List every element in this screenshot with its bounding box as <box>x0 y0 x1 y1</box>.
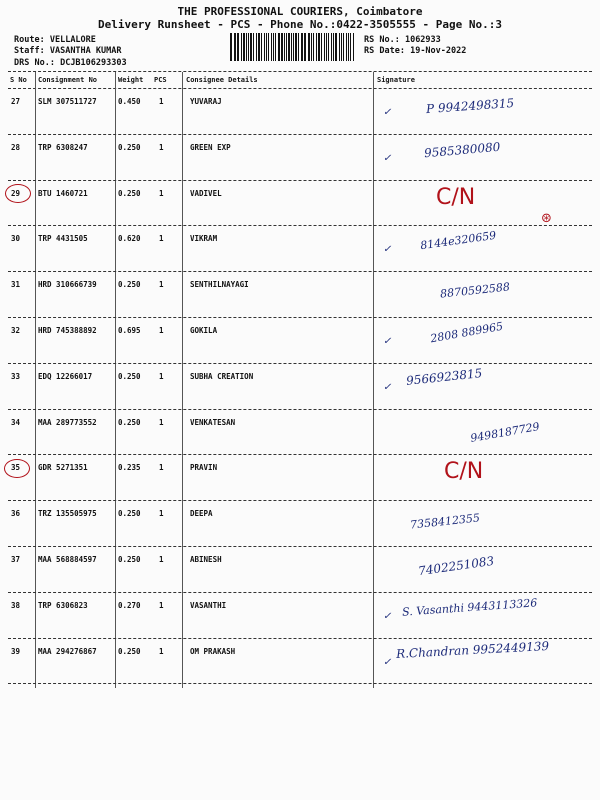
barcode-bar <box>286 33 287 61</box>
route-value: VELLALORE <box>49 35 96 45</box>
row-signature: R.Chandran 9952449139 <box>395 638 550 661</box>
row-consignee: PRAVIN <box>190 463 218 473</box>
row-consignee: DEEPA <box>190 509 213 519</box>
row-consignment-no: BTU 1460721 <box>38 188 88 198</box>
drs-value: DCJB106293303 <box>60 58 127 68</box>
drs-line <box>14 58 127 68</box>
row-sno: 28 <box>11 142 21 152</box>
col-divider <box>35 72 36 688</box>
row-consignee: ABINESH <box>190 555 222 564</box>
barcode-bar <box>333 33 334 61</box>
barcode-bar <box>264 33 265 61</box>
barcode-bar <box>253 33 255 61</box>
row-weight: 0.620 <box>118 234 141 244</box>
row-signature: 9566923815 <box>405 365 483 388</box>
row-weight: 0.250 <box>118 280 141 290</box>
row-sno: 34 <box>11 417 21 427</box>
col-header-weight: Weight <box>118 76 144 84</box>
row-sno: 35 <box>11 463 21 473</box>
row-pcs: 1 <box>159 234 164 244</box>
barcode-bar <box>248 33 249 61</box>
row-consignee: GREEN EXP <box>190 142 231 152</box>
row-weight: 0.250 <box>118 371 141 381</box>
row-sno: 30 <box>11 234 21 244</box>
barcode-bar <box>343 33 345 61</box>
row-separator <box>8 546 592 547</box>
row-separator <box>8 317 592 318</box>
row-signature: 8870592588 <box>439 280 511 301</box>
row-weight: 0.250 <box>118 142 141 152</box>
row-sno: 39 <box>11 646 21 656</box>
barcode-bar <box>241 33 242 61</box>
row-pcs: 1 <box>159 326 164 335</box>
row-separator <box>8 500 592 501</box>
row-signature: S. Vasanthi 9443113326 <box>401 596 538 619</box>
barcode-image <box>230 33 355 61</box>
row-separator <box>8 683 592 684</box>
rs-date-value: 19-Nov-2022 <box>410 46 467 56</box>
header-bottom-rule <box>8 88 592 89</box>
row-pcs: 1 <box>159 417 164 427</box>
rs-no-value: 1062933 <box>404 35 441 45</box>
row-signature: P 9942498315 <box>425 95 515 117</box>
barcode-bar <box>348 33 350 61</box>
row-consignee: YUVARAJ <box>190 97 222 106</box>
row-consignee: VIKRAM <box>190 234 218 244</box>
row-separator <box>8 363 592 364</box>
row-consignment-no: HRD 310666739 <box>38 280 97 290</box>
barcode-bar <box>243 33 245 61</box>
row-consignment-no: HRD 745388892 <box>38 326 97 335</box>
row-pcs: 1 <box>159 600 164 610</box>
staff-label: Staff: <box>14 46 45 56</box>
red-circle-mark <box>5 184 31 203</box>
row-consignee: VADIVEL <box>190 188 222 198</box>
barcode-bar <box>311 33 313 61</box>
row-pcs: 1 <box>159 188 164 198</box>
barcode-bar <box>341 33 342 61</box>
row-separator <box>8 454 592 455</box>
barcode-bar <box>321 33 322 61</box>
rs-date-line <box>364 46 466 56</box>
row-tick-mark: ✓ <box>383 244 392 256</box>
barcode-bar <box>308 33 310 61</box>
barcode-bar <box>237 33 239 61</box>
barcode-bar <box>250 33 252 61</box>
row-separator <box>8 592 592 593</box>
staff-value: VASANTHA KUMAR <box>49 46 122 56</box>
row-tick-mark: ✓ <box>383 610 392 622</box>
barcode-bar <box>328 33 329 61</box>
barcode-bar <box>301 33 303 61</box>
col-header-pcs: PCS <box>154 76 167 84</box>
barcode-bar <box>335 33 337 61</box>
row-consignment-no: GDR 5271351 <box>38 463 88 473</box>
row-separator <box>8 409 592 410</box>
barcode-bar <box>326 33 327 61</box>
route-line <box>14 35 96 45</box>
row-separator <box>8 271 592 272</box>
barcode-bar <box>305 33 306 61</box>
row-weight: 0.250 <box>118 646 141 656</box>
red-scribble-mark: ⊛ <box>541 211 552 226</box>
row-consignment-no: MAA 294276867 <box>38 646 97 656</box>
row-cn-mark: C/N <box>444 459 484 485</box>
row-signature: 7358412355 <box>409 511 481 532</box>
barcode-bar <box>318 33 320 61</box>
row-signature: 9498187729 <box>469 419 541 445</box>
barcode-bar <box>261 33 262 61</box>
row-sno: 31 <box>11 280 21 290</box>
row-consignment-no: TRZ 135505975 <box>38 509 97 519</box>
barcode-bar <box>346 33 347 61</box>
row-tick-mark: ✓ <box>383 381 392 393</box>
row-consignment-no: SLM 307511727 <box>38 97 97 106</box>
row-sno: 33 <box>11 371 21 381</box>
row-weight: 0.250 <box>118 509 141 519</box>
drs-label: DRS No.: <box>14 58 55 68</box>
row-consignment-no: EDQ 12266017 <box>38 371 93 381</box>
barcode-bar <box>271 33 273 61</box>
col-header-consignee: Consignee Details <box>186 76 258 84</box>
row-consignment-no: TRP 6306823 <box>38 600 88 610</box>
barcode-bar <box>313 33 314 61</box>
row-separator <box>8 180 592 181</box>
row-weight: 0.250 <box>118 555 141 564</box>
row-consignment-no: TRP 4431505 <box>38 234 88 244</box>
barcode-bar <box>273 33 274 61</box>
row-weight: 0.450 <box>118 97 141 106</box>
document-subtitle: Delivery Runsheet - PCS - Phone No.:0422-3505555 - Page No.:3 <box>98 18 502 31</box>
row-separator <box>8 134 592 135</box>
barcode-bar <box>268 33 269 61</box>
row-pcs: 1 <box>159 371 164 381</box>
col-header-consignment: Consignment No <box>38 76 98 84</box>
row-pcs: 1 <box>159 646 164 656</box>
row-weight: 0.250 <box>118 188 141 198</box>
barcode-bar <box>316 33 317 61</box>
col-header-sno: S No <box>10 76 27 84</box>
row-sno: 32 <box>11 326 21 335</box>
rs-no-label: RS No.: <box>364 35 400 45</box>
row-consignment-no: MAA 568884597 <box>38 555 97 564</box>
row-separator <box>8 638 592 639</box>
rs-no-line <box>364 35 441 45</box>
barcode-bar <box>339 33 340 61</box>
row-sno: 27 <box>11 97 21 106</box>
barcode-bar <box>258 33 260 61</box>
row-pcs: 1 <box>159 555 164 564</box>
barcode-bar <box>281 33 283 61</box>
row-tick-mark: ✓ <box>383 107 392 118</box>
barcode-bar <box>298 33 299 61</box>
row-signature: 8144e320659 <box>419 229 498 253</box>
barcode-bar <box>230 33 232 61</box>
row-tick-mark: ✓ <box>383 336 392 347</box>
row-sno: 29 <box>11 188 21 198</box>
row-pcs: 1 <box>159 509 164 519</box>
row-consignee: SUBHA CREATION <box>190 371 254 381</box>
row-consignment-no: TRP 6308247 <box>38 142 88 152</box>
row-consignment-no: MAA 289773552 <box>38 417 97 427</box>
row-sno: 38 <box>11 600 21 610</box>
row-separator <box>8 225 592 226</box>
row-pcs: 1 <box>159 142 164 152</box>
header-top-rule <box>8 71 592 72</box>
barcode-bar <box>246 33 247 61</box>
row-signature: 2808 889965 <box>429 319 505 346</box>
row-weight: 0.695 <box>118 326 141 335</box>
rs-date-label: RS Date: <box>364 46 405 56</box>
barcode-bar <box>353 33 354 61</box>
row-signature: 9585380080 <box>423 139 501 161</box>
row-sno: 37 <box>11 555 21 564</box>
col-divider <box>373 72 374 688</box>
row-tick-mark: ✓ <box>383 152 392 164</box>
barcode-bar <box>278 33 280 61</box>
row-weight: 0.270 <box>118 600 141 610</box>
col-divider <box>182 72 183 688</box>
barcode-bar <box>284 33 285 61</box>
row-consignee: VASANTHI <box>190 600 227 610</box>
row-cn-mark: C/N <box>436 184 476 210</box>
barcode-bar <box>295 33 297 61</box>
row-consignee: OM PRAKASH <box>190 646 236 656</box>
row-weight: 0.250 <box>118 417 141 427</box>
row-consignee: SENTHILNAYAGI <box>190 280 249 290</box>
staff-line <box>14 46 122 56</box>
barcode-bar <box>234 33 235 61</box>
barcode-bar <box>350 33 351 61</box>
barcode-bar <box>293 33 294 61</box>
barcode-bar <box>324 33 326 61</box>
barcode-bar <box>275 33 276 61</box>
row-pcs: 1 <box>159 280 164 290</box>
row-pcs: 1 <box>159 463 164 473</box>
col-divider <box>115 72 116 688</box>
document-title: THE PROFESSIONAL COURIERS, Coimbatore <box>177 5 423 18</box>
row-sno: 36 <box>11 509 21 519</box>
barcode-bar <box>266 33 268 61</box>
barcode-bar <box>304 33 305 61</box>
row-consignee: VENKATESAN <box>190 417 236 427</box>
col-header-signature: Signature <box>377 76 415 84</box>
barcode-bar <box>331 33 333 61</box>
row-weight: 0.235 <box>118 463 141 473</box>
row-tick-mark: ✓ <box>383 656 392 668</box>
route-label: Route: <box>14 35 45 45</box>
barcode-bar <box>235 33 236 61</box>
row-pcs: 1 <box>159 97 164 106</box>
row-consignee: GOKILA <box>190 326 218 335</box>
barcode-bar <box>256 33 257 61</box>
red-circle-mark <box>4 459 30 478</box>
barcode-bar <box>288 33 290 61</box>
row-signature: 7402251083 <box>417 553 495 579</box>
barcode-bar <box>291 33 292 61</box>
